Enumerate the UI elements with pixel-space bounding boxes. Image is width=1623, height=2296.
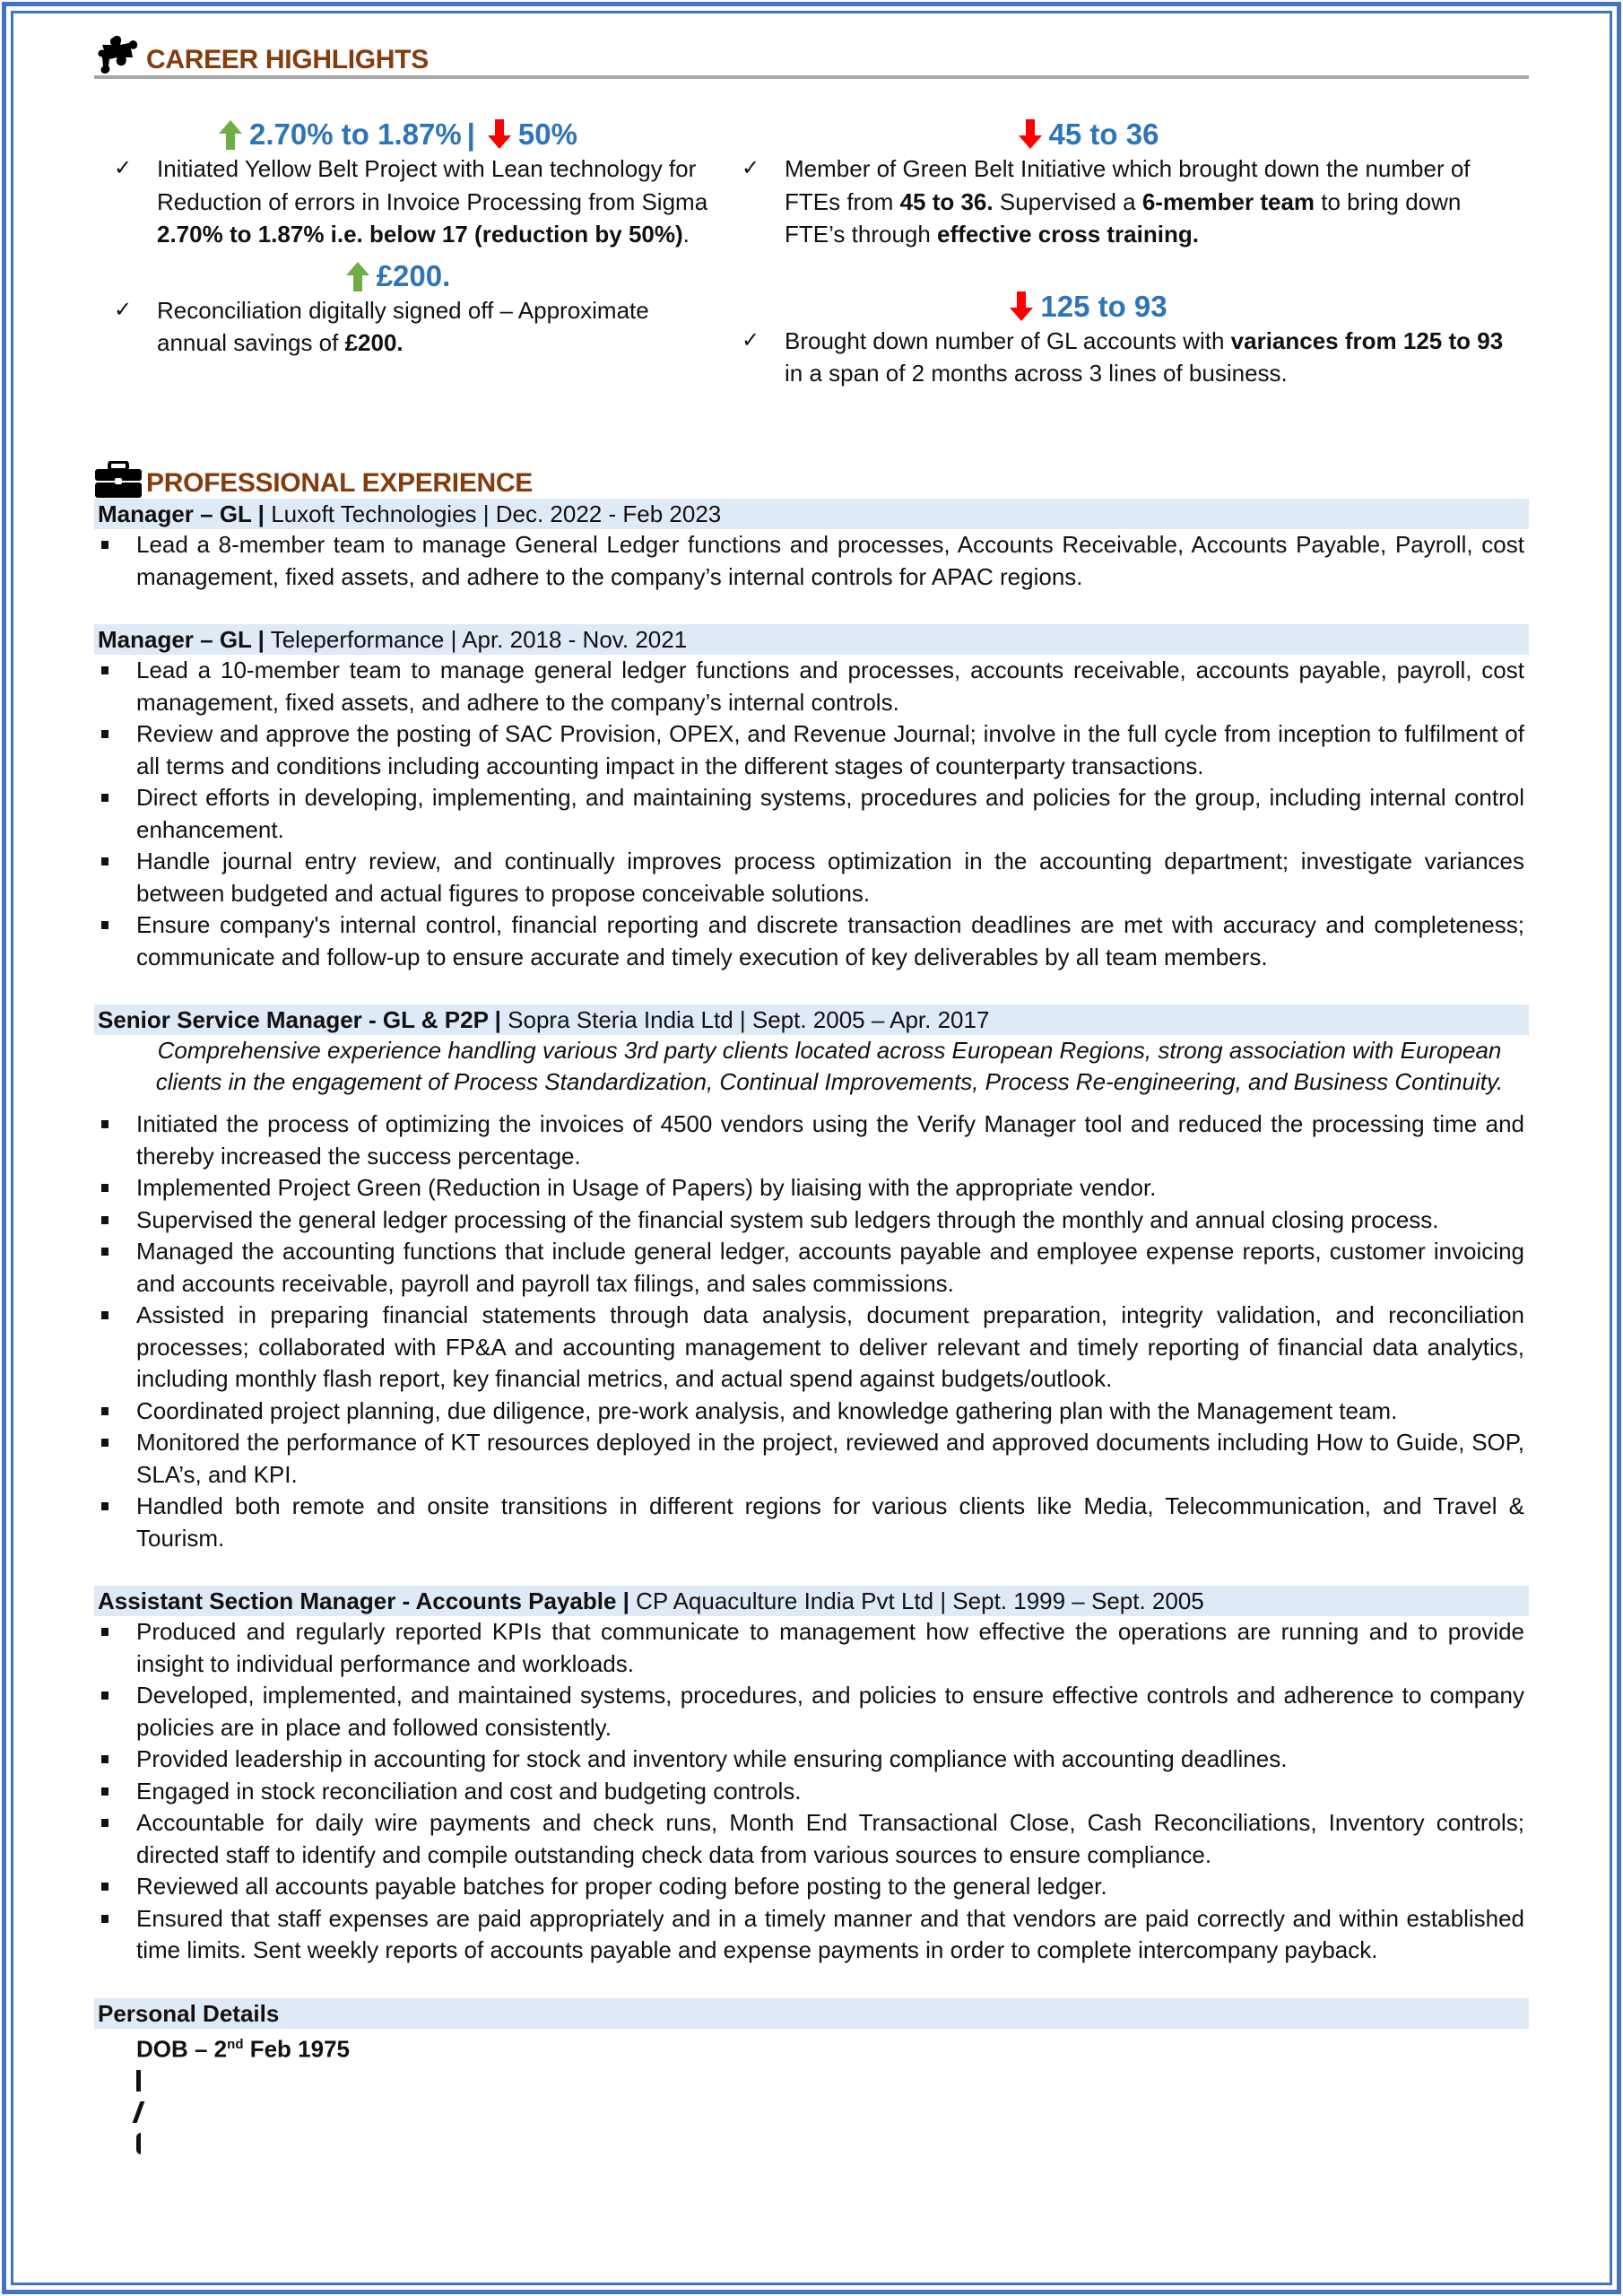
bullet-text: Review and approve the posting of SAC Provision, OPEX, and Revenue Journal; involve in the full cycle from inception to fulfilment of all terms and conditions including accounting impact in the different stages of counterparty transactions. bbox=[136, 720, 1524, 779]
job-bullet bbox=[94, 1903, 1529, 1967]
job-bullet bbox=[94, 1744, 1529, 1776]
bullet-text: Developed, implemented, and maintained systems, procedures, and policies to ensure effective controls and adherence to company policies are in place and followed consistently. bbox=[136, 1682, 1524, 1741]
highlight-stat bbox=[94, 258, 722, 294]
briefcase-icon bbox=[94, 459, 144, 499]
job-entry bbox=[94, 624, 1529, 1004]
bullet-text: Managed the accounting functions that include general ledger, accounts payable and employee expense reports, customer invoicing and accounts receivable, payroll and payroll tax filings, and sales commissions. bbox=[136, 1238, 1524, 1297]
truncated-detail-line bbox=[94, 2096, 1529, 2127]
bullet-text: Handle journal entry review, and continually improves process optimization in the accounting department; investigate variances between budgeted and actual figures to propose conceivable solutions. bbox=[136, 848, 1524, 907]
professional-experience-section bbox=[94, 457, 1529, 2159]
job-bullet bbox=[94, 1172, 1529, 1205]
job-company-dates: Sopra Steria India Ltd | Sept. 2005 – Apr. 2017 bbox=[500, 1006, 990, 1033]
highlight-item bbox=[94, 258, 722, 360]
bullet-text: Lead a 8-member team to manage General Ledger functions and processes, Accounts Receivable, Accounts Payable, Payroll, cost management, fixed assets, and adhere to the company’s internal controls for APAC regions. bbox=[136, 531, 1524, 590]
bullet-square-icon bbox=[101, 1502, 108, 1510]
experience-header bbox=[94, 457, 1529, 499]
bullet-text: Accountable for daily wire payments and check runs, Month End Transactional Close, Cash Reconciliations, Inventory controls; directed staff to identify and compile outstanding check data from various sources to ensure compliance. bbox=[136, 1809, 1524, 1868]
puzzle-piece-icon bbox=[94, 36, 144, 75]
bullet-square-icon bbox=[101, 1439, 108, 1447]
job-bullet bbox=[94, 718, 1529, 782]
job-header bbox=[94, 624, 1529, 655]
truncated-detail-line bbox=[94, 2127, 1529, 2159]
career-highlights-header bbox=[94, 39, 1529, 75]
description-text: in a span of 2 months across 3 lines of business. bbox=[785, 360, 1288, 387]
experience-title: PROFESSIONAL EXPERIENCE bbox=[146, 468, 533, 498]
career-highlights-title: CAREER HIGHLIGHTS bbox=[146, 45, 429, 74]
checkmark-icon: ✓ bbox=[742, 327, 760, 352]
job-company-dates: Luxoft Technologies | Dec. 2022 - Feb 2023 bbox=[264, 500, 722, 527]
job-bullet bbox=[94, 1680, 1529, 1744]
job-bullet bbox=[94, 909, 1529, 973]
highlight-description bbox=[722, 152, 1529, 251]
job-bullet bbox=[94, 1491, 1529, 1554]
job-header bbox=[94, 1586, 1529, 1616]
highlights-grid bbox=[94, 79, 1529, 420]
job-bullet-list bbox=[94, 1616, 1529, 1967]
highlight-description bbox=[722, 325, 1529, 390]
dob-prefix: DOB – 2 bbox=[136, 2035, 228, 2063]
highlight-stat bbox=[94, 117, 722, 152]
job-title: Manager – GL | bbox=[98, 500, 265, 527]
bullet-square-icon bbox=[101, 1311, 108, 1319]
emphasis-text: variances from 125 to 93 bbox=[1230, 326, 1504, 354]
job-bullet bbox=[94, 1300, 1529, 1396]
job-entry bbox=[94, 1004, 1529, 1586]
job-company-dates: Teleperformance | Apr. 2018 - Nov. 2021 bbox=[264, 626, 688, 653]
bullet-square-icon bbox=[101, 857, 108, 865]
job-bullet bbox=[94, 782, 1529, 846]
bullet-square-icon bbox=[101, 794, 108, 802]
job-bullet-list bbox=[94, 1109, 1529, 1554]
checkmark-icon: ✓ bbox=[742, 156, 760, 180]
job-title: Senior Service Manager - GL & P2P | bbox=[98, 1006, 501, 1033]
bullet-square-icon bbox=[101, 1628, 108, 1636]
spacer bbox=[94, 593, 1529, 624]
highlights-column-left bbox=[94, 117, 722, 360]
highlight-item bbox=[722, 117, 1529, 251]
highlight-item bbox=[722, 289, 1529, 390]
arrow-down-icon bbox=[486, 118, 513, 151]
bullet-text: Lead a 10-member team to manage general ledger functions and processes, accounts receivable, accounts payable, payroll, cost management, fixed assets, and adhere to the company’s internal controls. bbox=[136, 657, 1524, 716]
description-text: Brought down number of GL accounts with bbox=[785, 326, 1231, 354]
emphasis-text: 2.70% to 1.87% i.e. below 17 (reduction by 50%) bbox=[157, 221, 683, 248]
emphasis-text: £200. bbox=[344, 329, 404, 356]
stat-value: 50% bbox=[517, 117, 577, 151]
bullet-square-icon bbox=[101, 921, 108, 929]
dob-superscript: nd bbox=[227, 2036, 244, 2052]
stat-value: 45 to 36 bbox=[1048, 117, 1159, 151]
highlight-stat bbox=[722, 289, 1529, 325]
job-header bbox=[94, 1004, 1529, 1035]
job-title: Manager – GL | bbox=[98, 626, 265, 653]
spacer bbox=[94, 1967, 1529, 1998]
checkmark-icon: ✓ bbox=[114, 297, 133, 322]
bullet-square-icon bbox=[101, 1787, 108, 1796]
job-bullet bbox=[94, 1871, 1529, 1903]
highlight-description bbox=[94, 294, 722, 360]
job-bullet bbox=[94, 1205, 1529, 1237]
spacer bbox=[94, 973, 1529, 1004]
bullet-text: Initiated the process of optimizing the invoices of 4500 vendors using the Verify Manager tool and reduced the processing time and thereby increased the success percentage. bbox=[136, 1110, 1524, 1170]
description-text: . bbox=[682, 221, 690, 248]
bullet-square-icon bbox=[101, 1692, 108, 1700]
highlight-stat bbox=[722, 117, 1529, 152]
highlight-description bbox=[94, 152, 722, 251]
bullet-square-icon bbox=[101, 1915, 108, 1923]
description-text: Supervised a bbox=[993, 187, 1142, 215]
bullet-text: Monitored the performance of KT resources deployed in the project, reviewed and approved documents including How to Guide, SOP, SLA’s, and KPI. bbox=[136, 1429, 1524, 1488]
personal-details-title: Personal Details bbox=[98, 1999, 280, 2027]
bullet-text: Handled both remote and onsite transitions in different regions for various clients like Media, Telecommunication, and Travel & Tourism. bbox=[136, 1492, 1524, 1552]
bullet-square-icon bbox=[101, 1407, 108, 1415]
personal-details-header bbox=[94, 1998, 1529, 2029]
arrow-down-icon bbox=[1008, 291, 1035, 323]
career-highlights-section bbox=[94, 39, 1529, 420]
bullet-text: Provided leadership in accounting for stock and inventory while ensuring compliance with accounting deadlines. bbox=[136, 1745, 1288, 1772]
job-entry bbox=[94, 1586, 1529, 1998]
description-text: Initiated Yellow Belt Project with Lean technology for Reduction of errors in Invoice Processing from Sigma bbox=[157, 155, 708, 215]
job-list bbox=[94, 499, 1529, 1998]
description-text: Reconciliation digitally signed off – Approximate annual savings of bbox=[157, 296, 649, 356]
stat-value: 2.70% to 1.87% bbox=[249, 117, 462, 151]
checkmark-icon: ✓ bbox=[114, 156, 133, 180]
dob-suffix: Feb 1975 bbox=[243, 2035, 350, 2063]
date-of-birth bbox=[94, 2029, 1529, 2066]
bullet-square-icon bbox=[101, 1819, 108, 1827]
bullet-text: Supervised the general ledger processing of the financial system sub ledgers through the monthly and annual closing process. bbox=[136, 1205, 1439, 1233]
highlight-item bbox=[94, 117, 722, 251]
bullet-text: Ensure company's internal control, financial reporting and discrete transaction deadlines are met with accuracy and completeness; communicate and follow-up to ensure accurate and timely execution of key deliverables by all team members. bbox=[136, 911, 1524, 970]
stat-separator: | bbox=[466, 117, 475, 151]
description-text: Member of Green Belt Initiative which brought down the number of FTEs from bbox=[785, 155, 1471, 215]
stat-value: 125 to 93 bbox=[1040, 289, 1167, 323]
arrow-up-icon bbox=[217, 118, 244, 151]
description-text: to bring down FTE’s through bbox=[785, 187, 1462, 248]
bullet-text: Reviewed all accounts payable batches for proper coding before posting to the general ledger. bbox=[136, 1873, 1107, 1900]
highlights-column-right bbox=[722, 117, 1529, 390]
bullet-square-icon bbox=[101, 1184, 108, 1192]
bullet-text: Assisted in preparing financial statements through data analysis, document preparation, integrity validation, and reconciliation processes; collaborated with FP&A and accounting management to deliver relevant and timely reporting of financial data analytics, including monthly flash report, key financial metrics, and actual spend against budgets/outlook. bbox=[136, 1301, 1524, 1392]
bullet-square-icon bbox=[101, 1883, 108, 1891]
truncated-detail-line bbox=[94, 2065, 1529, 2096]
emphasis-text: 45 to 36. bbox=[899, 187, 994, 215]
job-summary: Comprehensive experience handling various 3rd party clients located across European Regions, strong association with European clients in the engagement of Process Standardization, Continual Improvements, Process Re-engineering, and Business Continuity. bbox=[155, 1037, 1504, 1095]
job-bullet-list bbox=[94, 529, 1529, 593]
job-bullet bbox=[94, 1427, 1529, 1491]
arrow-up-icon bbox=[344, 260, 371, 292]
bullet-square-icon bbox=[101, 1248, 108, 1256]
job-header bbox=[94, 499, 1529, 529]
bullet-text: Produced and regularly reported KPIs that communicate to management how effective the operations are running and to provide insight to individual performance and workloads. bbox=[136, 1618, 1524, 1677]
bullet-text: Implemented Project Green (Reduction in Usage of Papers) by liaising with the appropriate vendor. bbox=[136, 1174, 1157, 1201]
bullet-square-icon bbox=[101, 730, 108, 738]
job-bullet bbox=[94, 1109, 1529, 1172]
job-bullet bbox=[94, 1396, 1529, 1428]
job-bullet bbox=[94, 1616, 1529, 1680]
bullet-square-icon bbox=[101, 666, 108, 674]
job-bullet bbox=[94, 529, 1529, 593]
job-bullet bbox=[94, 1236, 1529, 1300]
bullet-text: Coordinated project planning, due diligence, pre-work analysis, and knowledge gathering plan with the Management team. bbox=[136, 1396, 1398, 1424]
emphasis-text: 6-member team bbox=[1141, 187, 1315, 215]
job-bullet bbox=[94, 1807, 1529, 1871]
personal-details bbox=[94, 1998, 1529, 2160]
bullet-square-icon bbox=[101, 1120, 108, 1128]
job-bullet bbox=[94, 1776, 1529, 1808]
bullet-square-icon bbox=[101, 541, 108, 549]
job-bullet-list bbox=[94, 655, 1529, 973]
bullet-text: Engaged in stock reconciliation and cost and budgeting controls. bbox=[136, 1777, 802, 1805]
bullet-square-icon bbox=[101, 1755, 108, 1763]
stat-value: £200. bbox=[376, 258, 451, 292]
arrow-down-icon bbox=[1017, 118, 1044, 151]
spacer bbox=[94, 1554, 1529, 1586]
job-company-dates: CP Aquaculture India Pvt Ltd | Sept. 1999 – Sept. 2005 bbox=[629, 1587, 1204, 1614]
job-title: Assistant Section Manager - Accounts Payable | bbox=[98, 1587, 629, 1614]
job-entry bbox=[94, 499, 1529, 624]
emphasis-text: effective cross training. bbox=[937, 221, 1199, 248]
bullet-text: Direct efforts in developing, implementing, and maintaining systems, procedures and policies for the group, including internal control enhancement. bbox=[136, 784, 1524, 843]
job-bullet bbox=[94, 846, 1529, 909]
bullet-square-icon bbox=[101, 1216, 108, 1224]
bullet-text: Ensured that staff expenses are paid appropriately and in a timely manner and that vendors are paid correctly and within established time limits. Sent weekly reports of accounts payable and expense payments in order to complete intercompany payback. bbox=[136, 1904, 1524, 1963]
job-bullet bbox=[94, 655, 1529, 718]
